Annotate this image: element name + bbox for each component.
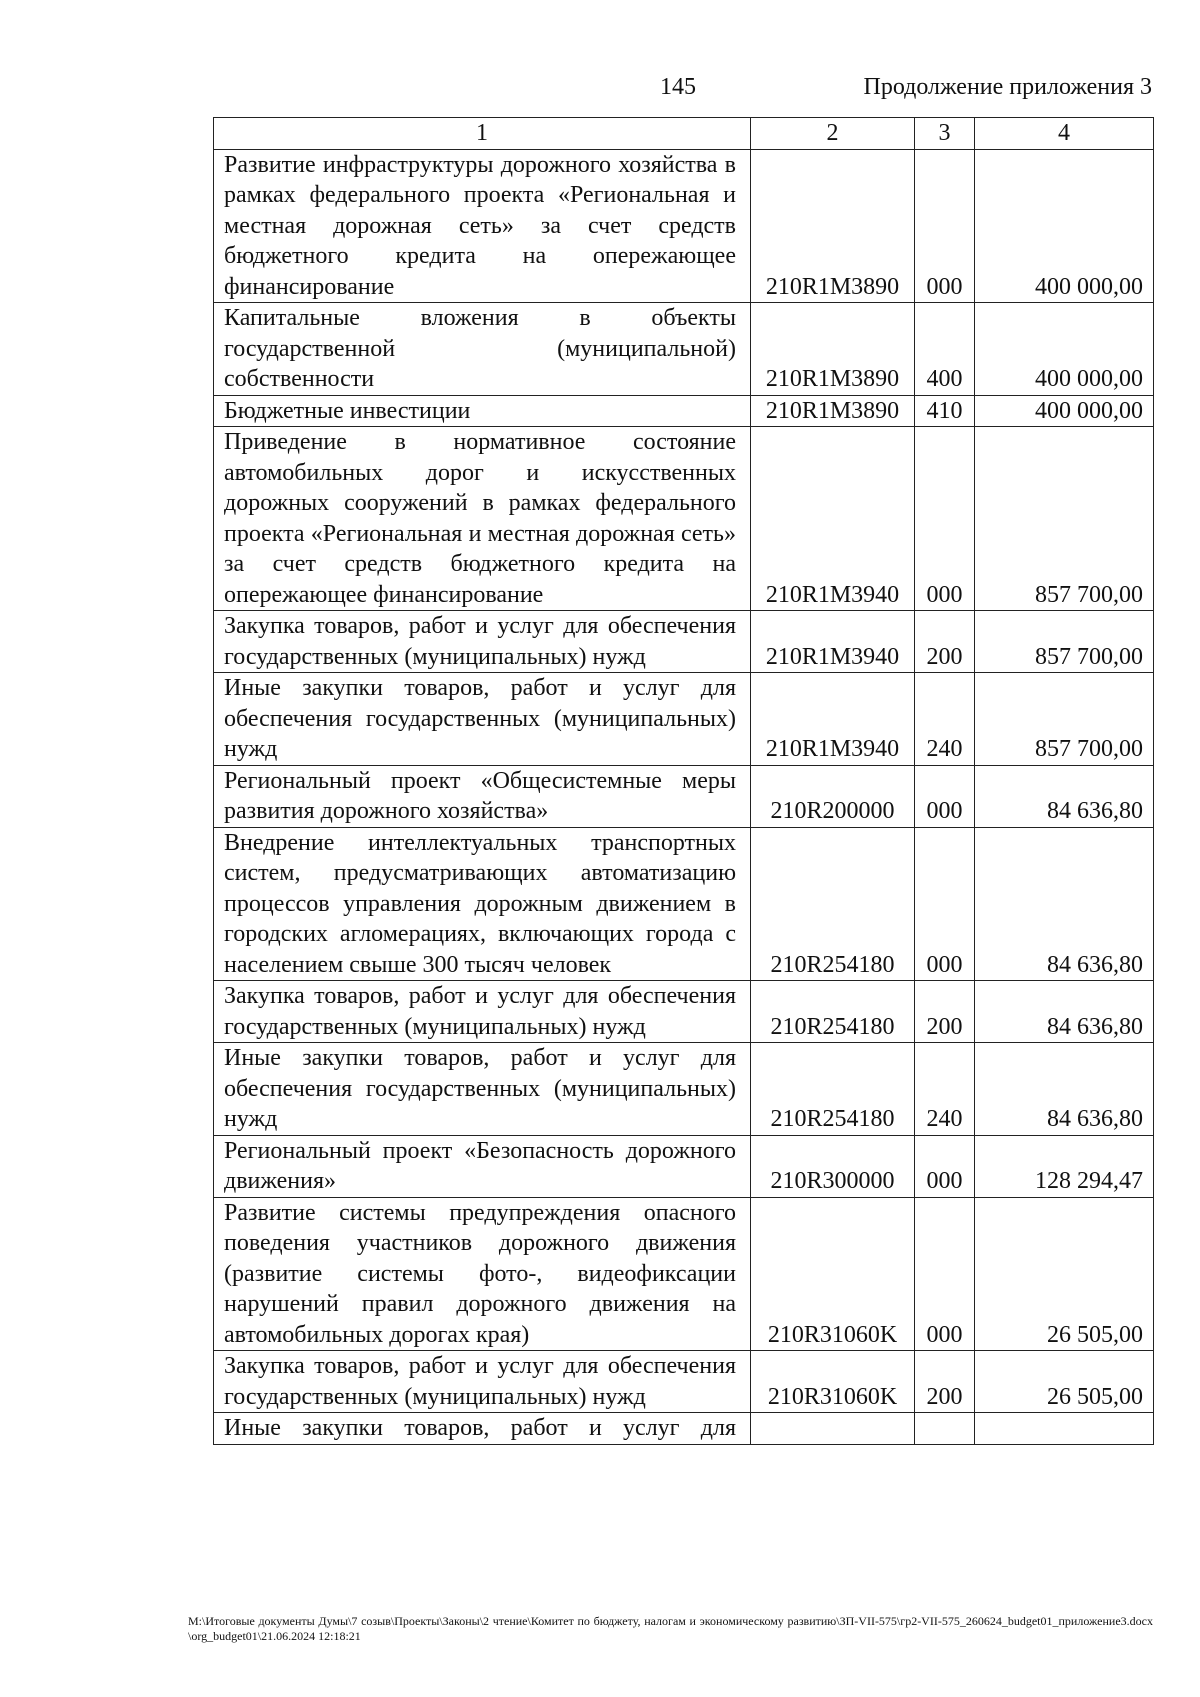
row-kvr: 000: [915, 827, 975, 981]
row-code: [751, 1413, 915, 1445]
row-amount: 857 700,00: [975, 673, 1154, 766]
row-name: Развитие системы предупреждения опасного поведения участников дорожного движения (развитие системы фото-, видеофиксации нарушений правил дорожного движения на автомобильных дорогах края): [214, 1197, 751, 1351]
row-kvr: 200: [915, 1351, 975, 1413]
continuation-label: Продолжение приложения 3: [863, 74, 1152, 100]
row-name: Бюджетные инвестиции: [214, 395, 751, 427]
row-amount: 400 000,00: [975, 395, 1154, 427]
table-row: [214, 427, 1154, 611]
row-code: 210R1M3890: [751, 303, 915, 396]
row-amount: [975, 1413, 1154, 1445]
row-amount: 26 505,00: [975, 1197, 1154, 1351]
table-row: [214, 827, 1154, 981]
row-amount: 84 636,80: [975, 827, 1154, 981]
row-code: 210R200000: [751, 765, 915, 827]
row-name: Развитие инфраструктуры дорожного хозяйства в рамках федерального проекта «Региональная и местная дорожная сеть» за счет средств бюджетного кредита на опережающее финансирование: [214, 149, 751, 303]
table-row: [214, 149, 1154, 303]
table-row: [214, 611, 1154, 673]
table-row: [214, 303, 1154, 396]
table-row: [214, 1043, 1154, 1136]
row-kvr: 000: [915, 427, 975, 611]
row-kvr: 000: [915, 1135, 975, 1197]
row-name: Внедрение интеллектуальных транспортных систем, предусматривающих автоматизацию процессов управления дорожным движением в городских агломерациях, включающих города с населением свыше 300 тысяч человек: [214, 827, 751, 981]
table-row: [214, 1413, 1154, 1445]
row-amount: 84 636,80: [975, 981, 1154, 1043]
row-code: 210R31060K: [751, 1351, 915, 1413]
row-kvr: 000: [915, 765, 975, 827]
row-kvr: 200: [915, 611, 975, 673]
row-name: Региональный проект «Безопасность дорожного движения»: [214, 1135, 751, 1197]
row-kvr: [915, 1413, 975, 1445]
column-header: 4: [975, 118, 1154, 150]
row-amount: 128 294,47: [975, 1135, 1154, 1197]
row-amount: 857 700,00: [975, 611, 1154, 673]
column-header: 2: [751, 118, 915, 150]
row-code: 210R1M3940: [751, 611, 915, 673]
page-number: 145: [660, 74, 696, 100]
row-kvr: 240: [915, 1043, 975, 1136]
table-row: [214, 673, 1154, 766]
row-amount: 400 000,00: [975, 149, 1154, 303]
row-code: 210R254180: [751, 827, 915, 981]
row-kvr: 240: [915, 673, 975, 766]
row-code: 210R31060K: [751, 1197, 915, 1351]
row-code: 210R300000: [751, 1135, 915, 1197]
row-code: 210R1M3940: [751, 673, 915, 766]
row-name: Закупка товаров, работ и услуг для обеспечения государственных (муниципальных) нужд: [214, 1351, 751, 1413]
row-amount: 84 636,80: [975, 1043, 1154, 1136]
row-name: Приведение в нормативное состояние автомобильных дорог и искусственных дорожных сооружений в рамках федерального проекта «Региональная и местная дорожная сеть» за счет средств бюджетного кредита на опережающее финансирование: [214, 427, 751, 611]
row-code: 210R254180: [751, 981, 915, 1043]
row-kvr: 000: [915, 149, 975, 303]
row-name: Иные закупки товаров, работ и услуг для: [214, 1413, 751, 1445]
row-amount: 26 505,00: [975, 1351, 1154, 1413]
table-row: [214, 1135, 1154, 1197]
table-row: [214, 1351, 1154, 1413]
table-row: [214, 395, 1154, 427]
row-amount: 84 636,80: [975, 765, 1154, 827]
row-kvr: 410: [915, 395, 975, 427]
row-name: Региональный проект «Общесистемные меры развития дорожного хозяйства»: [214, 765, 751, 827]
table-header-row: [214, 118, 1154, 150]
row-amount: 400 000,00: [975, 303, 1154, 396]
row-code: 210R254180: [751, 1043, 915, 1136]
table-row: [214, 1197, 1154, 1351]
row-name: Иные закупки товаров, работ и услуг для обеспечения государственных (муниципальных) нужд: [214, 1043, 751, 1136]
row-code: 210R1M3940: [751, 427, 915, 611]
table-row: [214, 765, 1154, 827]
row-kvr: 000: [915, 1197, 975, 1351]
budget-table: [213, 117, 1154, 1445]
row-amount: 857 700,00: [975, 427, 1154, 611]
row-name: Иные закупки товаров, работ и услуг для обеспечения государственных (муниципальных) нужд: [214, 673, 751, 766]
row-kvr: 200: [915, 981, 975, 1043]
row-name: Капитальные вложения в объекты государственной (муниципальной) собственности: [214, 303, 751, 396]
row-code: 210R1M3890: [751, 149, 915, 303]
row-name: Закупка товаров, работ и услуг для обеспечения государственных (муниципальных) нужд: [214, 981, 751, 1043]
footer-file-path: M:\Итоговые документы Думы\7 созыв\Проекты\Законы\2 чтение\Комитет по бюджету, налогам и экономическому развитию\ЗП-VII-575\гр2-VII-575_260624_budget01_приложение3.docx\org_budget01\21.06.2024 12:18:21: [188, 1614, 1153, 1643]
column-header: 1: [214, 118, 751, 150]
row-code: 210R1M3890: [751, 395, 915, 427]
table-row: [214, 981, 1154, 1043]
row-name: Закупка товаров, работ и услуг для обеспечения государственных (муниципальных) нужд: [214, 611, 751, 673]
column-header: 3: [915, 118, 975, 150]
row-kvr: 400: [915, 303, 975, 396]
